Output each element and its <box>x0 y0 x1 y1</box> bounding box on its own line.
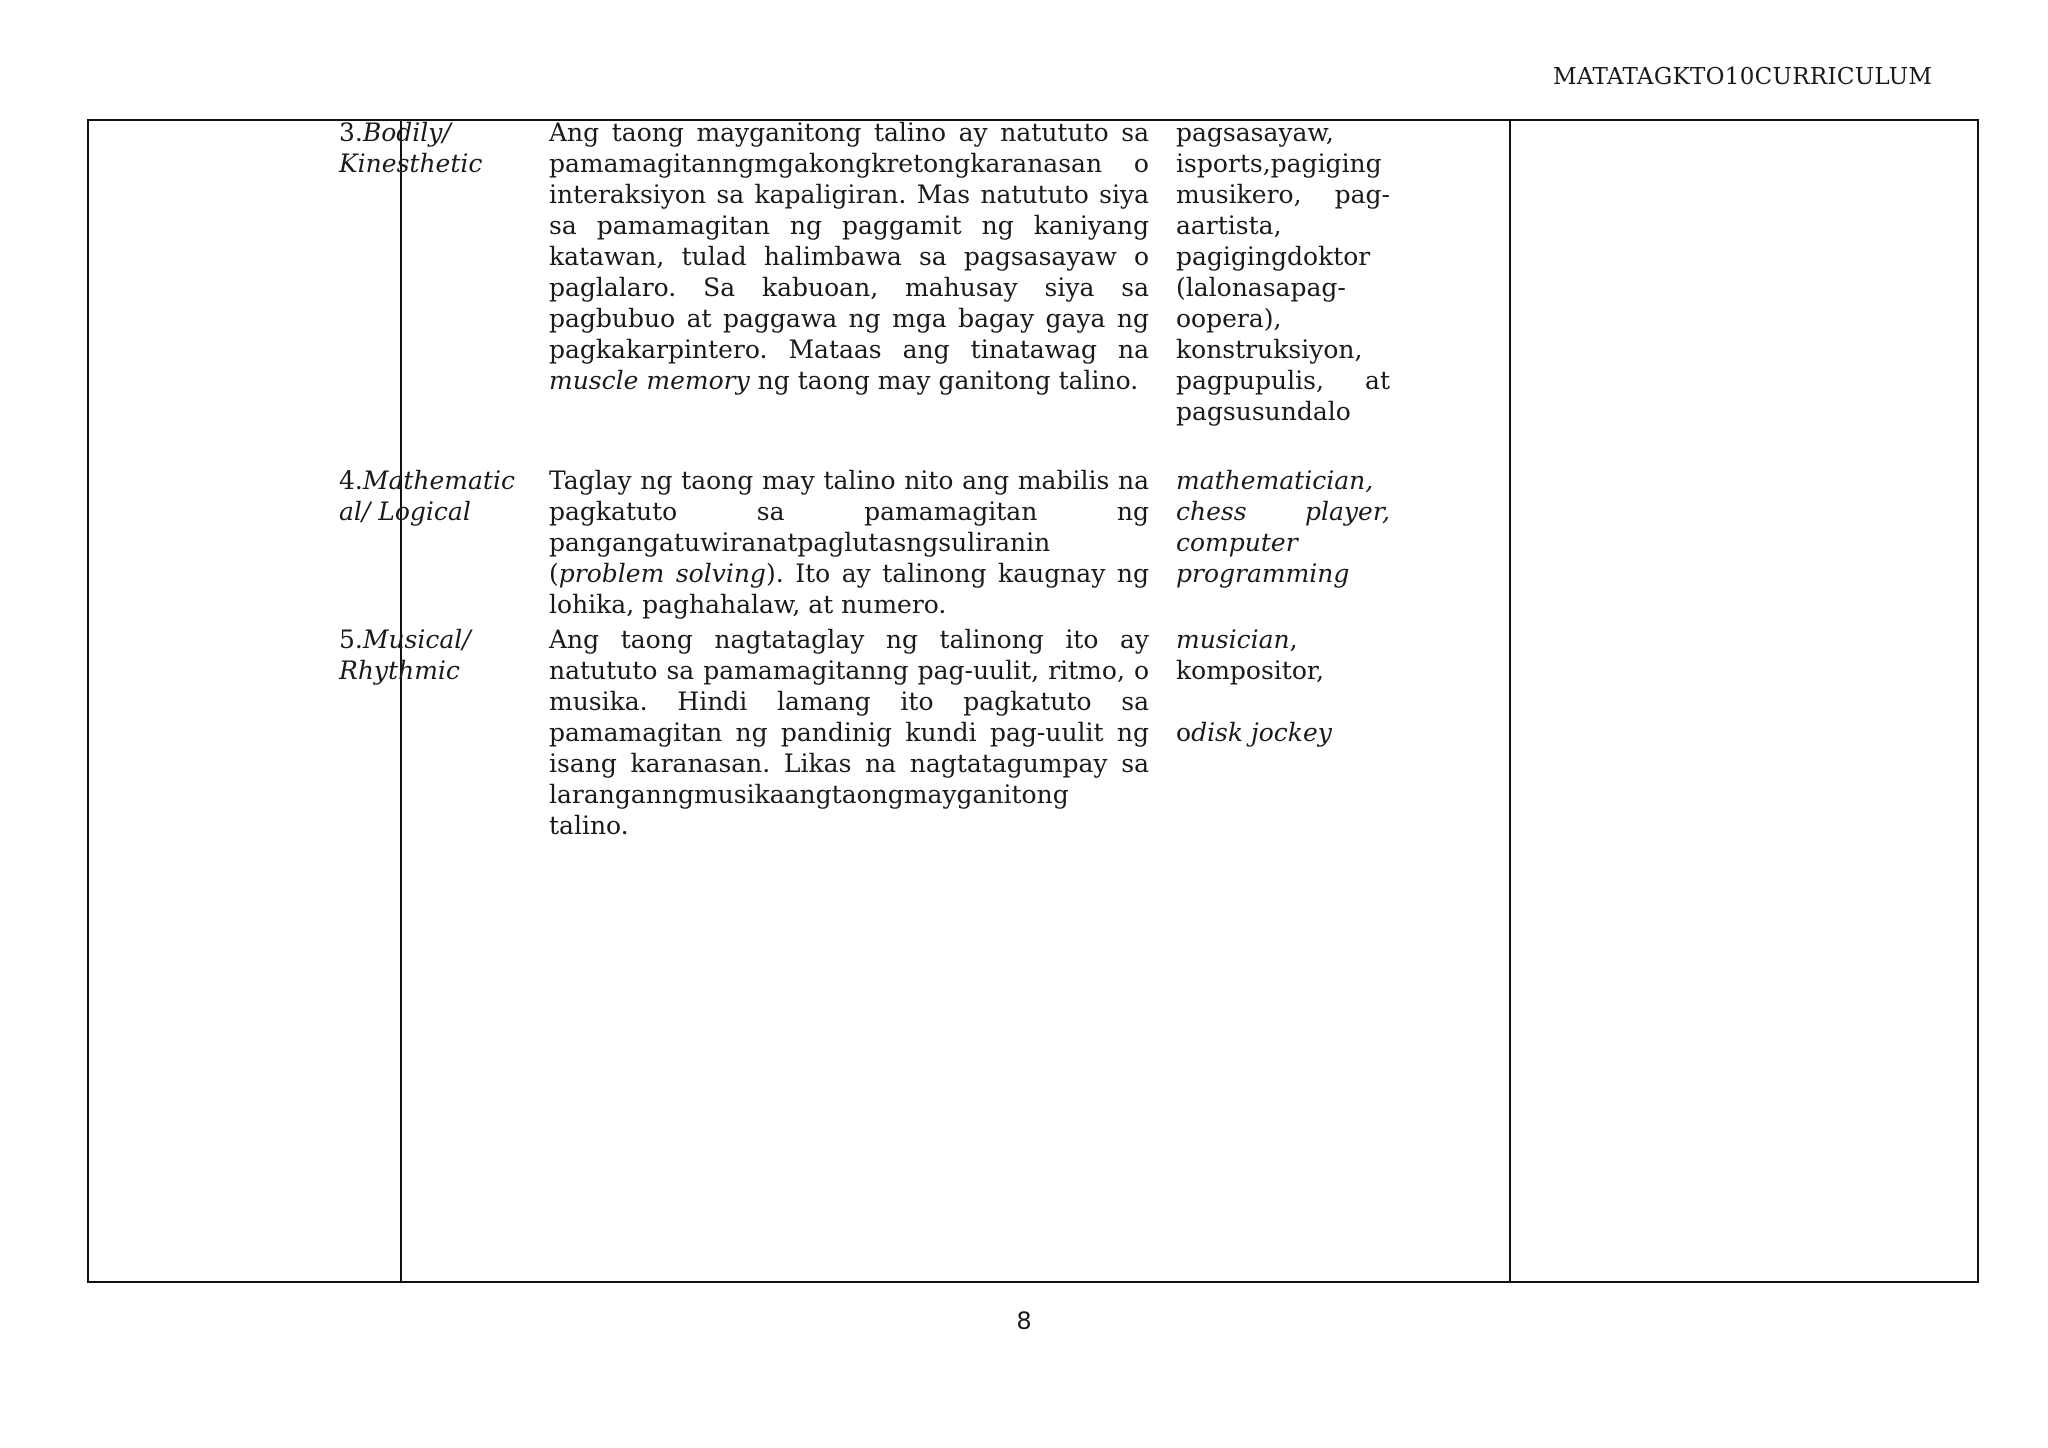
description-line: pagkatuto sa pamamagitan ng <box>549 497 1149 526</box>
career-item: musikero, pag- <box>1176 180 1390 209</box>
description-line: talino. <box>549 811 629 840</box>
career-item: (lalonasapag- <box>1176 273 1346 302</box>
intelligence-name-line1: Mathematic <box>362 466 515 495</box>
description-line: pamamagitan ng pandinig kundi pag-uulit ng <box>549 718 1149 747</box>
description-text: ). Ito ay talinong kaugnay ng <box>765 559 1149 588</box>
intelligence-number: 4. <box>339 466 363 495</box>
intelligence-number: 3. <box>339 118 363 147</box>
intelligence-name-line1: Bodily/ <box>362 118 451 147</box>
career-list-bodily <box>1176 117 1390 427</box>
career-item: aartista, <box>1176 211 1282 240</box>
career-item: isports,pagiging <box>1176 149 1382 178</box>
column-divider-1 <box>400 121 402 1281</box>
career-item: pagigingdoktor <box>1176 242 1371 271</box>
column-divider-2 <box>1509 121 1511 1281</box>
description-line: Ang taong mayganitong talino ay natututo sa <box>549 118 1149 147</box>
career-item: chess player, <box>1176 497 1390 526</box>
page-number: 8 <box>1016 1307 1032 1335</box>
description-text: ng taong may ganitong talino. <box>749 366 1139 395</box>
term-italic: muscle memory <box>549 366 750 395</box>
intelligence-number: 5. <box>339 625 363 654</box>
intelligence-label-musical <box>339 624 529 686</box>
intelligence-name-line2: al/ Logical <box>339 497 471 526</box>
intelligence-description-bodily <box>549 117 1149 396</box>
description-text: ( <box>549 559 559 588</box>
description-line: lohika, paghahalaw, at numero. <box>549 590 947 619</box>
career-list-musical <box>1176 624 1390 748</box>
career-item: oopera), <box>1176 304 1282 333</box>
description-line: sa pamamagitan ng paggamit ng kaniyang <box>549 211 1149 240</box>
career-item: mathematician, <box>1176 466 1374 495</box>
career-item: konstruksiyon, <box>1176 335 1363 364</box>
description-line: katawan, tulad halimbawa sa pagsasayaw o <box>549 242 1149 271</box>
intelligence-name-line1: Musical/ <box>362 625 471 654</box>
description-line: laranganngmusikaangtaongmayganitong <box>549 780 1069 809</box>
career-item: programming <box>1176 559 1350 588</box>
intelligence-description-musical <box>549 624 1149 841</box>
description-line: pamamagitanngmgakongkretongkaranasan o <box>549 149 1149 178</box>
description-line: Taglay ng taong may talino nito ang mabilis na <box>549 466 1149 495</box>
career-punct: , <box>1289 625 1298 654</box>
career-list-mathematical <box>1176 465 1390 589</box>
career-item: kompositor, <box>1176 656 1325 685</box>
career-item: pagsusundalo <box>1176 397 1351 426</box>
intelligence-label-mathematical <box>339 465 529 527</box>
description-line: paglalaro. Sa kabuoan, mahusay siya sa <box>549 273 1149 302</box>
career-item: pagpupulis, at <box>1176 366 1390 395</box>
document-header-title: MATATAGKTO10CURRICULUM <box>1553 64 1933 90</box>
description-line: isang karanasan. Likas na nagtatagumpay sa <box>549 749 1149 778</box>
description-line: pangangatuwiranatpaglutasngsuliranin <box>549 528 1051 557</box>
description-line: pagbubuo at paggawa ng mga bagay gaya ng <box>549 304 1149 333</box>
career-item: computer <box>1176 528 1298 557</box>
description-line: musika. Hindi lamang ito pagkatuto sa <box>549 687 1149 716</box>
description-line <box>549 558 1149 589</box>
description-line <box>549 365 1149 396</box>
term-italic: problem solving <box>558 559 766 588</box>
intelligence-description-mathematical <box>549 465 1149 620</box>
description-line: natututo sa pamamagitanng pag-uulit, ritmo, o <box>549 656 1149 685</box>
career-item: pagsasayaw, <box>1176 118 1334 147</box>
career-item: disk jockey <box>1191 718 1332 747</box>
intelligence-label-bodily <box>339 117 529 179</box>
description-line: Ang taong nagtataglay ng talinong ito ay <box>549 625 1149 654</box>
career-item: musician <box>1176 625 1290 654</box>
intelligence-name-line2: Rhythmic <box>339 656 460 685</box>
description-line: interaksiyon sa kapaligiran. Mas natututo siya <box>549 180 1149 209</box>
intelligence-name-line2: Kinesthetic <box>339 149 483 178</box>
career-conjunction: o <box>1176 718 1192 747</box>
description-line: pagkakarpintero. Mataas ang tinatawag na <box>549 335 1149 364</box>
